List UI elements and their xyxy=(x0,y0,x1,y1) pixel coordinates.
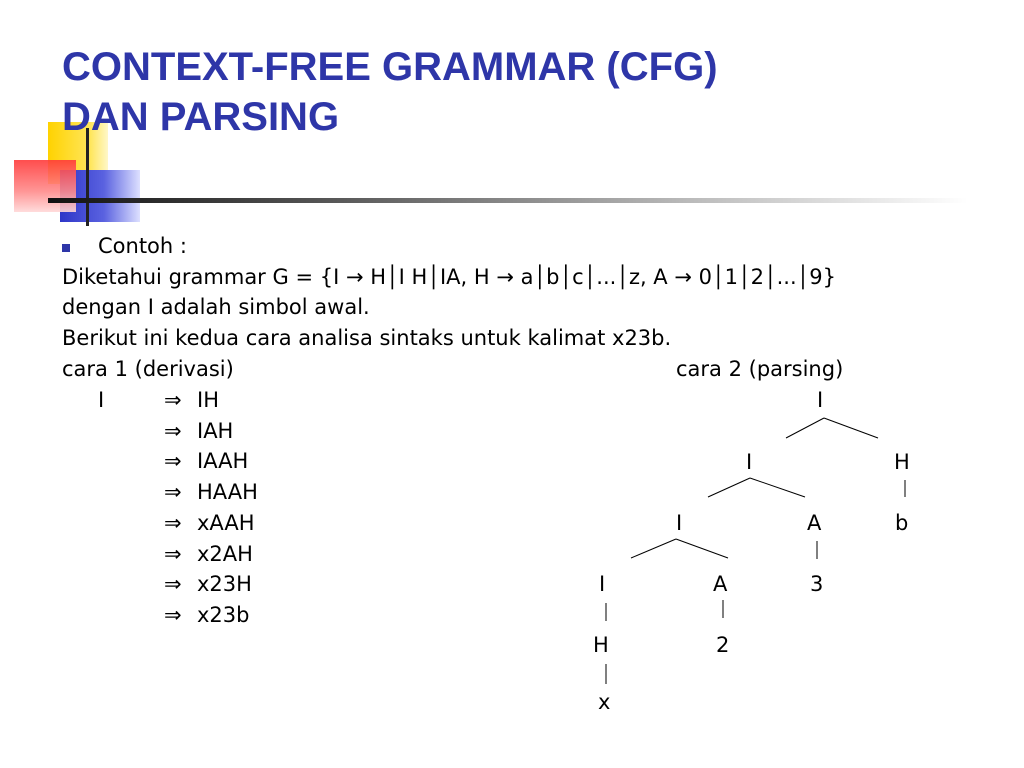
method-2-heading: cara 2 (parsing) xyxy=(676,357,844,381)
derivation-step: IAAH xyxy=(197,449,249,473)
derivation-step: xAAH xyxy=(197,511,255,535)
tree-node-I: I xyxy=(746,450,753,474)
method-1-heading: cara 1 (derivasi) xyxy=(62,357,234,381)
derivation-arrow-icon: ⇒ xyxy=(164,511,182,535)
slide-title-line-2: DAN PARSING xyxy=(62,95,340,139)
intro-sentence: Berikut ini kedua cara analisa sintaks untuk kalimat x23b. xyxy=(62,326,672,350)
tree-leaf-2: 2 xyxy=(716,633,730,657)
derivation-arrow-icon: ⇒ xyxy=(164,542,182,566)
grammar-definition: Diketahui grammar G = {I → H│I H│IA, H → a│b│c│...│z, A → 0│1│2│...│9} xyxy=(62,265,837,289)
tree-leaf-b: b xyxy=(895,511,909,535)
edge-I-to-A xyxy=(750,478,805,497)
slide-title-line-1: CONTEXT-FREE GRAMMAR (CFG) xyxy=(62,45,718,89)
derivation-step: IH xyxy=(197,388,219,412)
derivation-step: x23b xyxy=(197,603,250,627)
tree-leaf-x: x xyxy=(598,690,611,714)
edge-I-to-I xyxy=(708,478,750,497)
tree-node-H: H xyxy=(894,450,910,474)
derivation-step: x2AH xyxy=(197,542,253,566)
derivation-step: IAH xyxy=(197,419,234,443)
tree-leaf-3: 3 xyxy=(810,572,824,596)
tree-node-I-level3: I xyxy=(599,572,606,596)
edge-I2-to-A xyxy=(676,539,728,558)
derivation-arrow-icon: ⇒ xyxy=(164,449,182,473)
edge-root-to-H xyxy=(824,418,878,438)
start-symbol-note: dengan I adalah simbol awal. xyxy=(62,295,370,319)
derivation-arrow-icon: ⇒ xyxy=(164,388,182,412)
derivation-step: HAAH xyxy=(197,480,258,504)
tree-node-A-level2: A xyxy=(807,511,822,535)
derivation-arrow-icon: ⇒ xyxy=(164,419,182,443)
edge-I2-to-I xyxy=(631,539,676,558)
tree-node-H-level4: H xyxy=(593,633,609,657)
derivation-arrow-icon: ⇒ xyxy=(164,480,182,504)
derivation-start-symbol: I xyxy=(98,388,105,412)
tree-node-A-level3: A xyxy=(713,572,728,596)
edge-root-to-I xyxy=(786,418,824,438)
derivation-arrow-icon: ⇒ xyxy=(164,603,182,627)
bullet-label: Contoh : xyxy=(98,234,187,258)
derivation-arrow-icon: ⇒ xyxy=(164,572,182,596)
derivation-step: x23H xyxy=(197,572,252,596)
tree-node-I-level2: I xyxy=(676,511,683,535)
tree-node-root-I: I xyxy=(817,388,824,412)
